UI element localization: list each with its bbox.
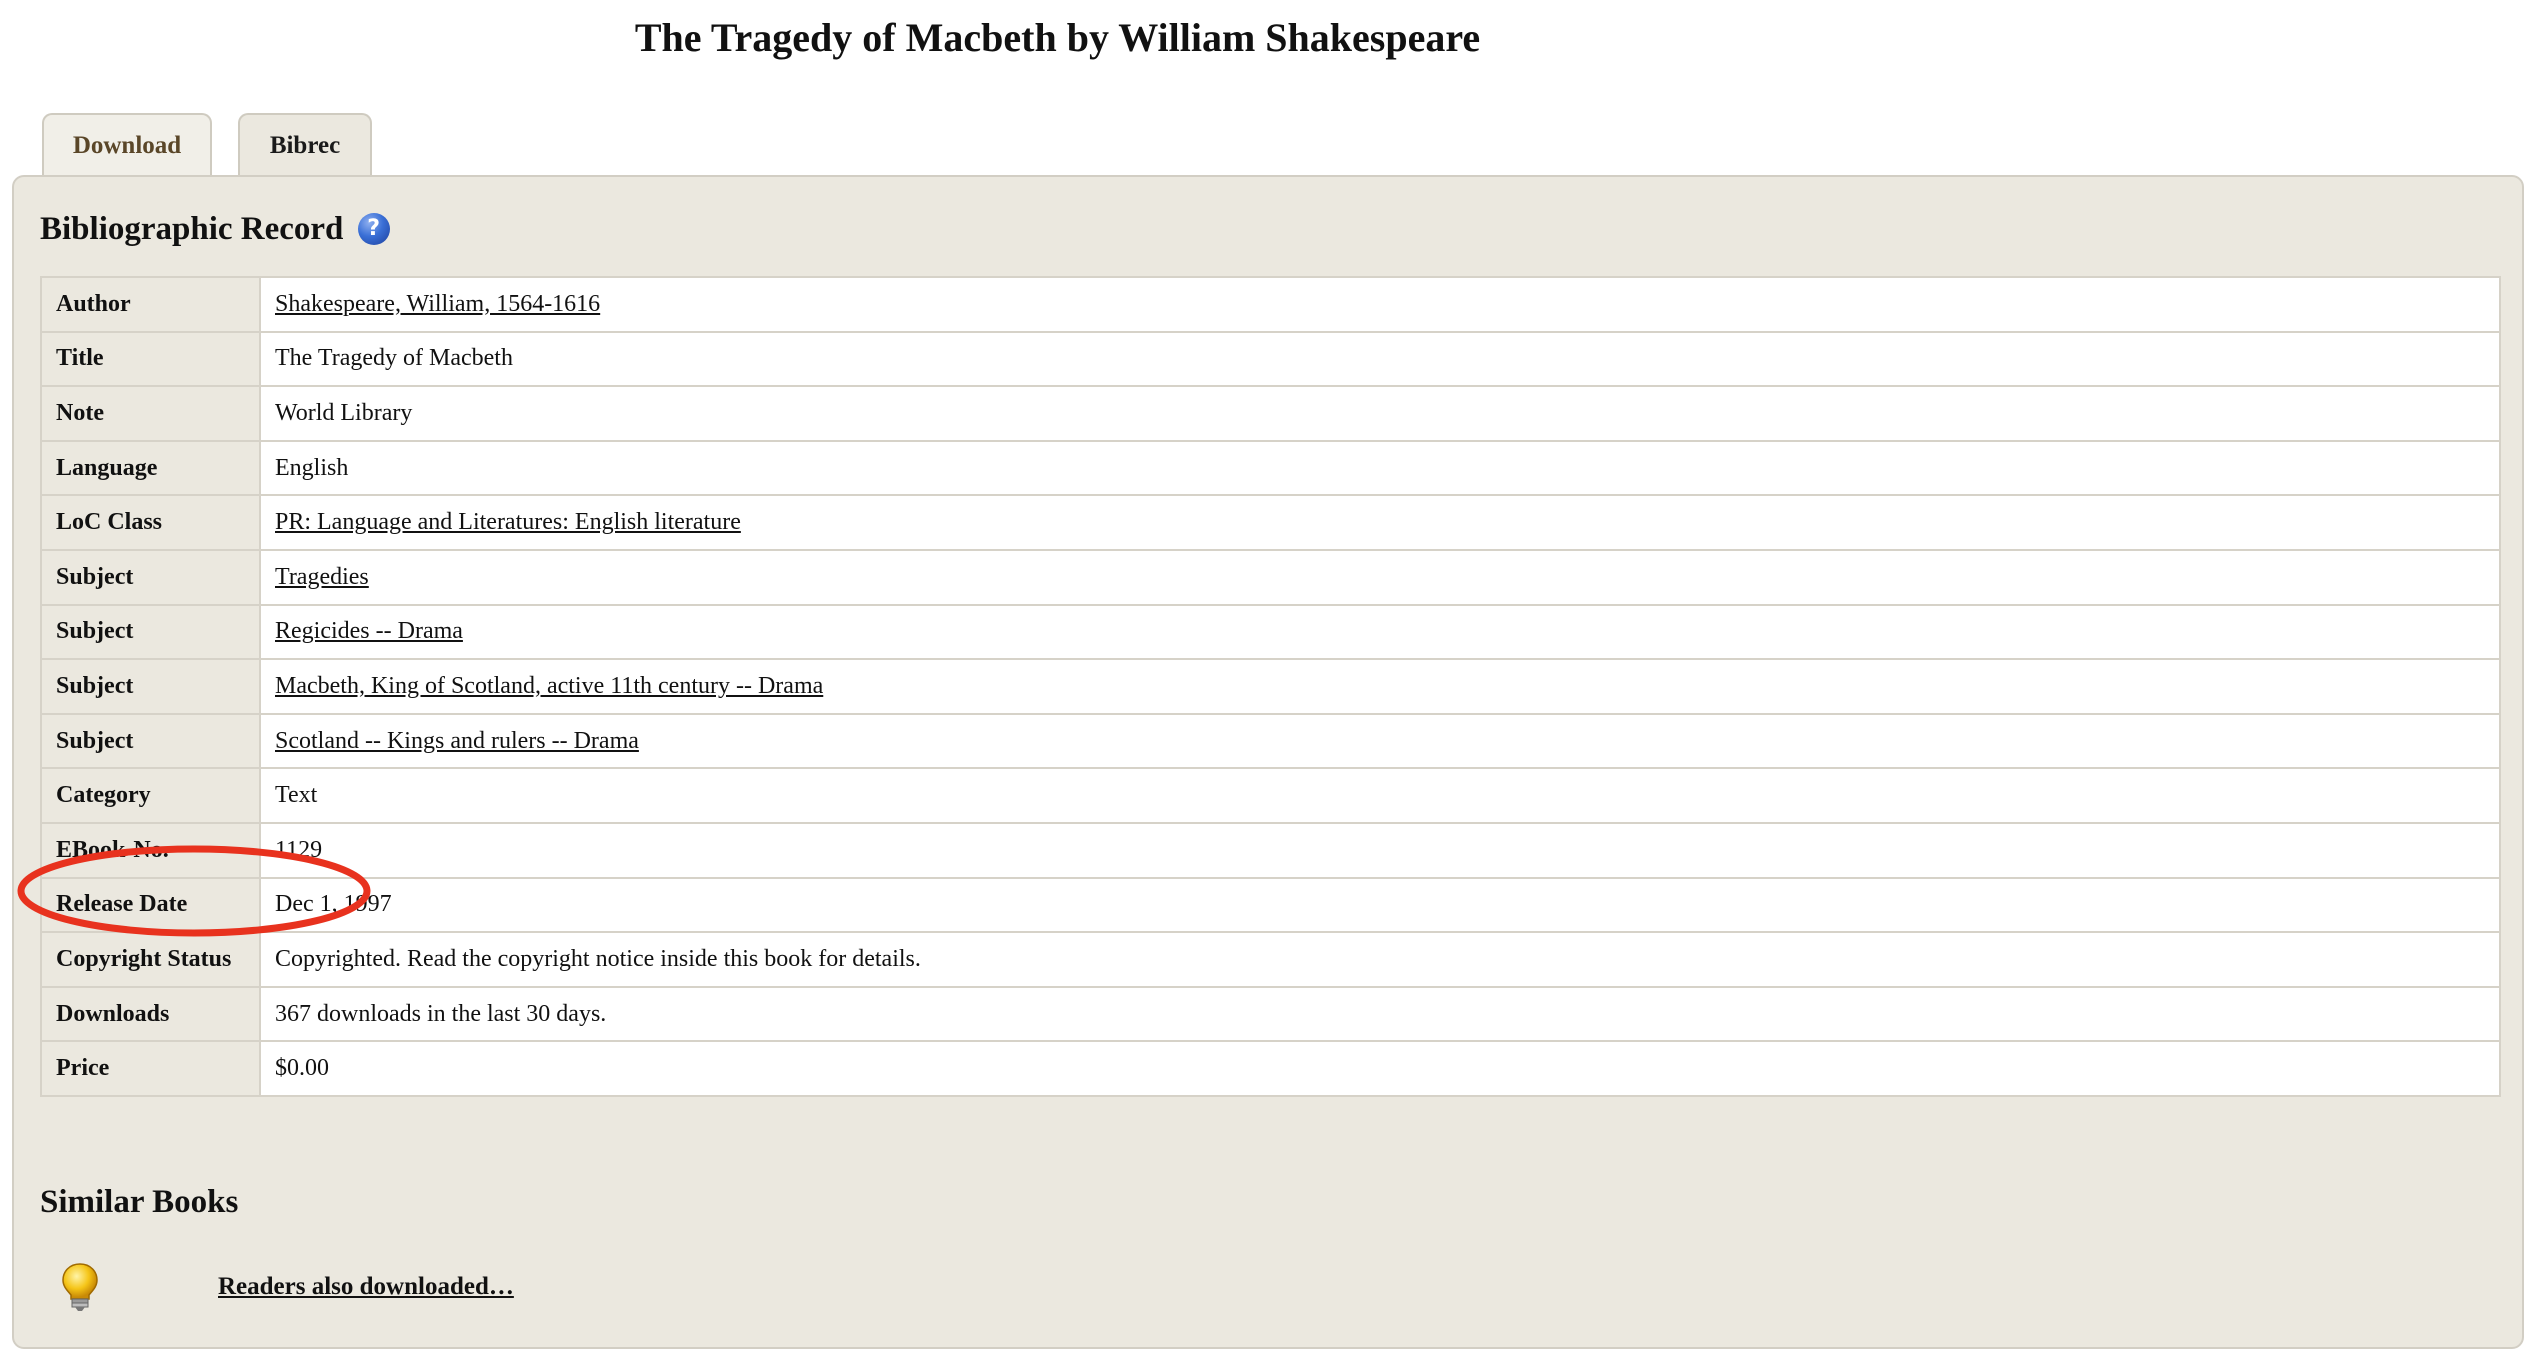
table-row-note [41, 386, 2500, 441]
row-label: Category [41, 768, 260, 823]
row-value [260, 659, 2500, 714]
table-row-category [41, 768, 2500, 823]
row-value [260, 550, 2500, 605]
table-row-subject [41, 550, 2500, 605]
lightbulb-icon [60, 1261, 100, 1313]
table-row-author [41, 277, 2500, 332]
row-label: Subject [41, 605, 260, 660]
subject-link[interactable]: Macbeth, King of Scotland, active 11th century -- Drama [275, 672, 824, 699]
row-value: 1129 [260, 823, 2500, 878]
row-label: Subject [41, 550, 260, 605]
row-label: Downloads [41, 987, 260, 1042]
row-value [260, 495, 2500, 550]
readers-also-downloaded-link[interactable]: Readers also downloaded… [218, 1273, 514, 1300]
table-row-language [41, 441, 2500, 496]
question-mark-icon[interactable]: ? [358, 213, 390, 245]
row-value: $0.00 [260, 1041, 2500, 1096]
table-row-price [41, 1041, 2500, 1096]
row-label: EBook-No. [41, 823, 260, 878]
table-row-release-date [41, 878, 2500, 933]
bibliographic-record-heading [40, 207, 390, 251]
row-label: Note [41, 386, 260, 441]
bibliographic-record-table [40, 276, 2501, 1097]
row-value: Copyrighted. Read the copyright notice inside this book for details. [260, 932, 2500, 987]
page-title: The Tragedy of Macbeth by William Shakespeare [634, 15, 1481, 60]
table-row-title [41, 332, 2500, 387]
author-link[interactable]: Shakespeare, William, 1564-1616 [275, 290, 601, 317]
row-value: The Tragedy of Macbeth [260, 332, 2500, 387]
table-row-subject [41, 605, 2500, 660]
bibrec-panel [12, 175, 2524, 1349]
row-label: Release Date [41, 878, 260, 933]
similar-books-heading: Similar Books [40, 1184, 239, 1220]
row-label: Author [41, 277, 260, 332]
row-label: Copyright Status [41, 932, 260, 987]
table-row-loc-class [41, 495, 2500, 550]
similar-books-row [60, 1259, 514, 1315]
subject-link[interactable]: Scotland -- Kings and rulers -- Drama [275, 727, 639, 754]
row-value: English [260, 441, 2500, 496]
row-label: Price [41, 1041, 260, 1096]
bibliographic-record-heading-text: Bibliographic Record [40, 211, 344, 247]
row-value: World Library [260, 386, 2500, 441]
row-label: Title [41, 332, 260, 387]
row-value [260, 714, 2500, 769]
tab-download[interactable]: Download [42, 113, 212, 177]
subject-link[interactable]: Regicides -- Drama [275, 618, 463, 645]
table-row-copyright-status [41, 932, 2500, 987]
row-label: Language [41, 441, 260, 496]
row-value [260, 277, 2500, 332]
row-label: LoC Class [41, 495, 260, 550]
row-label: Subject [41, 659, 260, 714]
row-value: Text [260, 768, 2500, 823]
table-row-downloads [41, 987, 2500, 1042]
tab-bibrec[interactable]: Bibrec [238, 113, 372, 177]
row-value [260, 605, 2500, 660]
table-row-ebook-no [41, 823, 2500, 878]
tab-bar [42, 113, 372, 177]
subject-link[interactable]: Tragedies [275, 563, 369, 590]
row-value: Dec 1, 1997 [260, 878, 2500, 933]
loc-class-link[interactable]: PR: Language and Literatures: English literature [275, 509, 741, 536]
row-label: Subject [41, 714, 260, 769]
table-row-subject [41, 714, 2500, 769]
row-value: 367 downloads in the last 30 days. [260, 987, 2500, 1042]
table-row-subject [41, 659, 2500, 714]
